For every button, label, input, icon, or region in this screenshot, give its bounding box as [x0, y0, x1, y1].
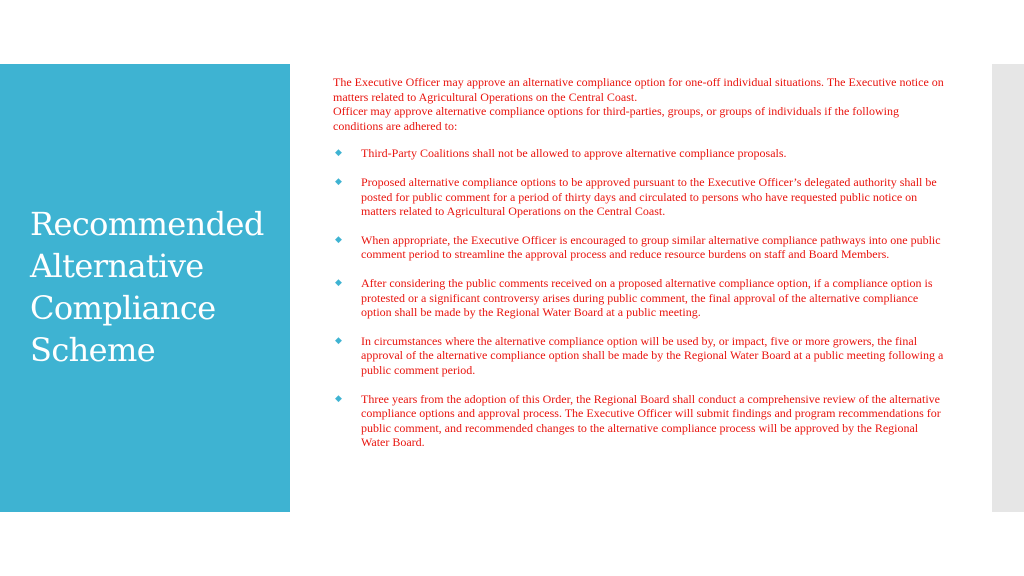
slide-title — [30, 203, 280, 371]
bullet-list — [333, 146, 945, 450]
bullet-text: Third-Party Coalitions shall not be allowed to approve alternative compliance proposals. — [361, 146, 787, 161]
bullet-text: In circumstances where the alternative compliance option will be used by, or impact, five or more growers, the final approval of the alternative compliance option shall be made by the Regional Water Board at a public meeting following a public comment period. — [361, 333, 944, 377]
intro-line: The Executive Officer may approve an alternative compliance option for one-off individual situations. The Executive notice on matters related to Agricultural Operations on the Central Coast. — [333, 75, 944, 104]
intro-line: Officer may approve alternative compliance options for third-parties, groups, or groups of individuals if the following conditions are adhered to: — [333, 104, 899, 133]
diamond-bullet-icon: ◆ — [335, 277, 342, 288]
bullet-item — [333, 175, 945, 219]
bullet-text: After considering the public comments received on a proposed alternative compliance option, if a compliance option is protested or a significant controversy arises during public comment, the final approval of the alternative compliance option shall be made by the Regional Water Board at a public meeting. — [361, 275, 933, 320]
diamond-bullet-icon: ◆ — [335, 335, 342, 346]
bullet-item — [333, 276, 945, 320]
diamond-bullet-icon: ◆ — [335, 148, 342, 159]
content-area — [333, 75, 945, 464]
bullet-text: Proposed alternative compliance options to be approved pursuant to the Executive Officer’s delegated authority shall be posted for public comment for a period of thirty days and circulated to persons who have requested public notice on matters related to Agricultural Operations on the Central Coast. — [361, 174, 937, 219]
slide-title-line: Scheme — [30, 331, 156, 369]
bullet-item — [333, 146, 945, 161]
bullet-text: When appropriate, the Executive Officer is encouraged to group similar alternative compliance pathways into one public comment period to streamline the approval process and reduce resource burdens on staff and Board Members. — [361, 232, 941, 262]
slide-title-line: Compliance — [30, 289, 216, 327]
diamond-bullet-icon: ◆ — [335, 234, 342, 245]
slide-title-line: Alternative — [30, 247, 204, 285]
bullet-item — [333, 392, 945, 450]
bullet-item — [333, 334, 945, 378]
side-strip — [992, 64, 1024, 512]
intro-paragraph — [333, 75, 945, 133]
bullet-item — [333, 233, 945, 262]
diamond-bullet-icon: ◆ — [335, 176, 342, 187]
slide-title-line: Recommended — [30, 205, 264, 243]
diamond-bullet-icon: ◆ — [335, 393, 342, 404]
bullet-text: Three years from the adoption of this Order, the Regional Board shall conduct a comprehensive review of the alternative compliance options and approval process. The Executive Officer will submit findings and program recommendations for public comment, and recommended changes to the alternative compliance process will be approved by the Regional Water Board. — [361, 391, 941, 450]
